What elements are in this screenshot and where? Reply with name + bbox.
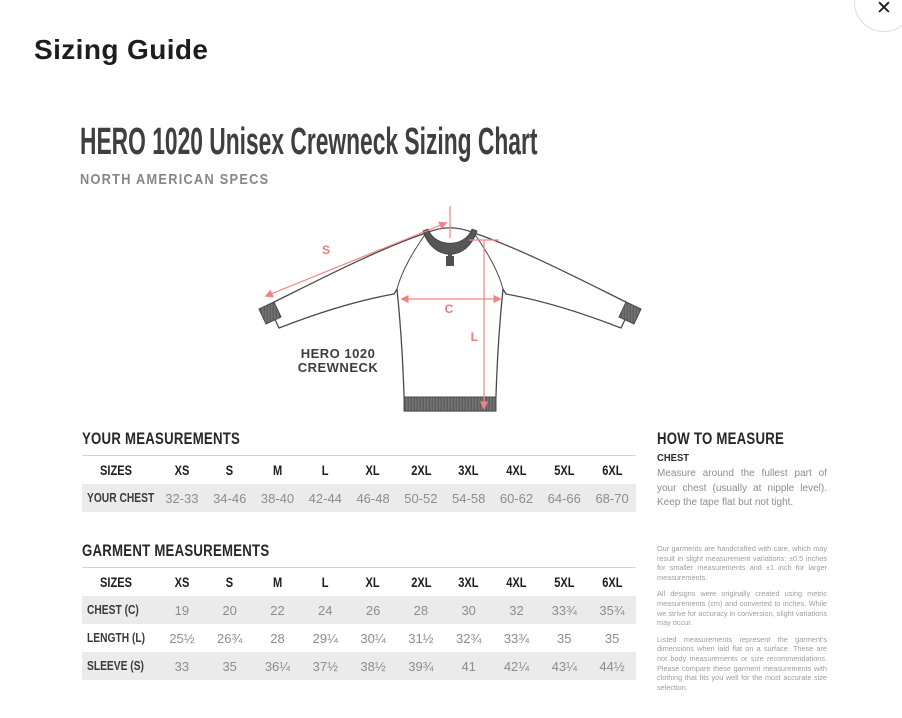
measurement-cell: 35 — [604, 630, 620, 646]
measurement-cell: 22 — [270, 602, 285, 618]
measurement-cell: 33¾ — [551, 602, 577, 618]
measurement-cell: 33¾ — [503, 630, 530, 646]
measurement-row — [82, 596, 636, 624]
size-column-header: 4XL — [493, 456, 541, 485]
size-column-header: XS — [158, 456, 206, 485]
diagram-product-label-line1: HERO 1020 — [300, 346, 376, 361]
sleeve-marker-label: S — [321, 243, 331, 257]
measurement-cell: 50-52 — [404, 490, 438, 506]
row-label: LENGTH (L) — [87, 631, 146, 645]
measurement-cell: 35 — [557, 630, 572, 646]
measurement-cell: 31½ — [408, 630, 434, 646]
measurement-cell: 29¼ — [312, 630, 338, 646]
size-column-header: 5XL — [540, 568, 588, 597]
close-icon: ✕ — [876, 0, 892, 19]
hem-ribbing — [404, 397, 496, 411]
neck-tag-loop — [448, 252, 452, 256]
neck-tag — [446, 256, 454, 266]
page-title: Sizing Guide — [34, 34, 209, 65]
size-column-header: 5XL — [540, 456, 588, 485]
measurement-cell: 60-62 — [499, 490, 534, 506]
measurement-cell: 32-33 — [165, 490, 199, 506]
measurement-cell: 64-66 — [547, 490, 581, 506]
measurement-cell: 32 — [509, 602, 524, 618]
measurement-cell: 26 — [365, 602, 381, 618]
size-column-header: XL — [349, 456, 397, 485]
how-to-measure-subheading: CHEST — [657, 452, 690, 464]
garment-measurements-heading: GARMENT MEASUREMENTS — [82, 542, 270, 560]
size-column-header: L — [301, 568, 349, 597]
size-column-header: 2XL — [397, 568, 445, 597]
measurement-cell: 38-40 — [260, 490, 295, 506]
size-column-header: XS — [158, 568, 206, 597]
measurement-cell: 54-58 — [452, 490, 486, 506]
measurement-row — [82, 652, 636, 680]
measurement-cell: 35¾ — [599, 602, 625, 618]
length-marker-label: L — [470, 330, 478, 344]
crewneck-diagram — [250, 200, 650, 430]
sizes-corner-header: SIZES — [82, 568, 158, 597]
measurement-cell: 42¼ — [503, 658, 530, 674]
measurement-cell: 19 — [174, 602, 190, 618]
size-column-header: S — [206, 568, 254, 597]
size-column-header: XL — [349, 568, 397, 597]
measurement-cell: 39¾ — [408, 658, 434, 674]
size-column-header: 4XL — [493, 568, 541, 597]
measurement-cell: 24 — [318, 602, 333, 618]
your-measurements-heading: YOUR MEASUREMENTS — [82, 430, 241, 448]
measurement-row — [82, 624, 636, 652]
diagram-product-label-line2: CREWNECK — [297, 360, 379, 375]
measurement-cell: 37½ — [312, 658, 338, 674]
size-column-header: 6XL — [588, 456, 636, 485]
garment-measurements-table — [82, 567, 636, 680]
measurement-cell: 34-46 — [213, 490, 247, 506]
size-column-header: 3XL — [445, 456, 493, 485]
measurement-cell: 30¼ — [360, 630, 386, 646]
size-column-header: 6XL — [588, 568, 636, 597]
measurement-cell: 35 — [222, 658, 237, 674]
size-column-header: M — [254, 456, 302, 485]
size-column-header: M — [254, 568, 302, 597]
row-label: YOUR CHEST — [87, 491, 155, 505]
measurement-cell: 20 — [222, 602, 237, 618]
size-column-header: S — [206, 456, 254, 485]
measurement-cell: 46-48 — [356, 490, 390, 506]
close-button[interactable] — [854, 0, 902, 32]
measurement-row — [82, 484, 636, 512]
measurement-cell: 28 — [413, 602, 429, 618]
size-column-header: 2XL — [397, 456, 445, 485]
measurement-cell: 28 — [270, 630, 285, 646]
disclaimer-paragraph: Our garments are handcrafted with care, which may result in slight measurement variations: ±0.5 inches for smaller measurements and ±1 inch for larger measurements. — [657, 544, 827, 582]
measurement-cell: 43¼ — [551, 658, 577, 674]
size-column-header: L — [301, 456, 349, 485]
disclaimer-paragraph: All designs were originally created using metric measurements (cm) and converted to inches. While we strive for accuracy in conversion, slight variations may occur. — [657, 589, 827, 628]
sizes-corner-header: SIZES — [82, 456, 158, 485]
row-label: SLEEVE (S) — [87, 659, 144, 673]
size-header-row — [82, 456, 636, 485]
row-label: CHEST (C) — [87, 603, 139, 617]
measurement-cell: 41 — [461, 658, 476, 674]
measurement-cell: 30 — [461, 602, 476, 618]
measurement-cell: 36¼ — [264, 658, 291, 674]
disclaimer-text — [657, 544, 827, 699]
how-to-measure-body: Measure around the fullest part of your chest (usually at nipple level). Keep the tape flat but not tight. — [657, 468, 827, 509]
measurement-cell: 33 — [174, 658, 190, 674]
size-header-row — [82, 568, 636, 597]
measurement-cell: 44½ — [599, 658, 625, 674]
chest-marker-label: C — [444, 302, 454, 316]
measurement-cell: 38½ — [360, 658, 386, 674]
disclaimer-paragraph: Listed measurements represent the garment's dimensions when laid flat on a surface. These are not body measurements or size recommendations. Please compare these garment measurements with clothing that fits you well for the most accurate size selection. — [657, 634, 827, 692]
measurement-cell: 68-70 — [595, 490, 629, 506]
measurement-cell: 42-44 — [308, 490, 342, 506]
chart-title: HERO 1020 Unisex Crewneck Sizing Chart — [80, 121, 538, 163]
size-column-header: 3XL — [445, 568, 493, 597]
measurement-cell: 26¾ — [217, 630, 243, 646]
chart-subtitle: NORTH AMERICAN SPECS — [80, 171, 270, 188]
measurement-cell: 32¾ — [456, 630, 482, 646]
measurement-cell: 25½ — [169, 630, 195, 646]
how-to-measure-heading: HOW TO MEASURE — [657, 430, 785, 448]
your-measurements-table — [82, 455, 636, 512]
